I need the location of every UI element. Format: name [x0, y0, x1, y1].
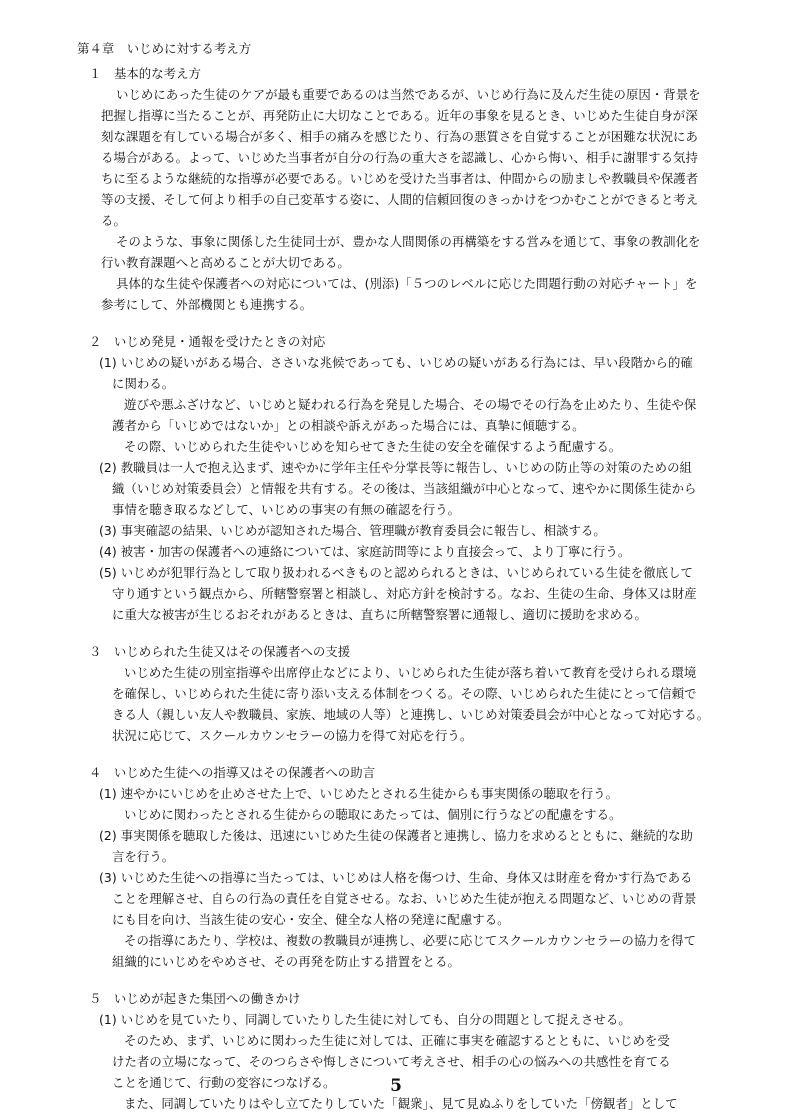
section-2-line: 守り通すという観点から、所轄警察署と相談し、対応方針を検討する。なお、生徒の生命、身体又は財産: [112, 586, 697, 601]
section-3-line: 状況に応じて、スクールカウンセラーの協力を得て対応を行う。: [112, 728, 473, 743]
section-1-line: る場合がある。よって、いじめた当事者が自分の行為の重大さを認識し、心から悔い、相手に謝罪する気持: [101, 150, 698, 165]
section-4-line: ことを理解させ、自らの行為の責任を自覚させる。なお、いじめた生徒が抱える問題など、いじめの背景: [112, 891, 697, 906]
section-2-heading: ２ いじめ発見・通報を受けたときの対応: [89, 334, 326, 349]
section-2-line: に関わる。: [112, 376, 175, 391]
section-3-heading: ３ いじめられた生徒又はその保護者への支援: [89, 644, 351, 659]
section-2-line: 織（いじめ対策委員会）と情報を共有する。その後は、当該組織が中心となって、速やかに関係生徒から: [112, 481, 697, 496]
section-2-line: (3) 事実確認の結果、いじめが認知された場合、管理職が教育委員会に報告し、相談する。: [99, 523, 606, 538]
section-1-line: 行い教育課題へと高めることが大切である。: [101, 255, 350, 270]
section-5-line: ことを通じて、行動の変容につなげる。: [112, 1075, 336, 1090]
section-1-line: そのような、事象に関係した生徒同士が、豊かな人間関係の再構築をする営みを通じて、事象の教訓化を: [116, 234, 701, 249]
section-4-line: (3) いじめた生徒への指導に当たっては、いじめは人格を傷つけ、生命、身体又は財産を脅かす行為である: [99, 870, 693, 885]
section-2-line: 遊びや悪ふざけなど、いじめと疑われる行為を発見した場合、その場でその行為を止めたり、生徒や保: [124, 397, 697, 412]
section-2-line: 護者から「いじめではないか」との相談や訴えがあった場合には、真摯に傾聴する。: [112, 418, 585, 433]
section-2-line: (4) 被害・加害の保護者への連絡については、家庭訪問等により直接会って、より丁寧に行う。: [99, 544, 631, 559]
section-1-line: 等の支援、そして何より相手の自己変革する姿に、人間的信頼回復のきっかけをつかむことができると考え: [101, 192, 699, 207]
section-2-line: (5) いじめが犯罪行為として取り扱われるべきものと認められるときは、いじめられている生徒を徹底して: [99, 565, 693, 580]
section-5-line: (1) いじめを見ていたり、同調していたりした生徒に対しても、自分の問題として捉えさせる。: [99, 1012, 631, 1027]
section-3-line: を確保し、いじめられた生徒に寄り添い支える体制をつくる。その際、いじめられた生徒にとって信頼で: [112, 686, 697, 701]
section-5-line: そのため、まず、いじめに関わった生徒に対しては、正確に事実を確認するとともに、いじめを受: [124, 1033, 670, 1048]
section-1-line: ちに至るような継続的な指導が必要である。いじめを受けた当事者は、仲間からの励ましや教職員や保護者: [101, 171, 699, 186]
section-1-line: 参考にして、外部機関とも連携する。: [101, 297, 313, 312]
section-5-line: また、同調していたりはやし立てたりしていた「観衆」、見て見ぬふりをしていた「傍観者」として: [124, 1096, 678, 1111]
section-4-line: いじめに関わったとされる生徒からの聴取にあたっては、個別に行うなどの配慮をする。: [124, 807, 622, 822]
section-4-line: その指導にあたり、学校は、複数の教職員が連携し、必要に応じてスクールカウンセラーの協力を得て: [124, 933, 697, 948]
section-1-line: 把握し指導に当たることが、再発防止に大切なことである。近年の事象を見るとき、いじめた生徒自身が深: [101, 108, 698, 123]
chapter-title: 第４章 いじめに対する考え方: [77, 41, 252, 56]
section-2-line: 事情を聴き取るなどして、いじめの事実の有無の確認を行う。: [112, 502, 461, 517]
page-number: 5: [390, 1076, 402, 1096]
section-2-line: に重大な被害が生じるおそれがあるときは、直ちに所轄警察署に通報し、適切に援助を求める。: [112, 607, 647, 622]
section-4-line: (1) 速やかにいじめを止めさせた上で、いじめたとされる生徒からも事実関係の聴取を行う。: [99, 786, 619, 801]
section-4-line: にも目を向け、当該生徒の安心・安全、健全な人格の発達に配慮する。: [112, 912, 510, 927]
section-4-heading: ４ いじめた生徒への指導又はその保護者への助言: [89, 765, 376, 780]
section-5-heading: ５ いじめが起きた集団への働きかけ: [89, 991, 301, 1006]
section-5-line: けた者の立場になって、そのつらさや悔しさについて考えさせ、相手の心の悩みへの共感性を育てる: [112, 1054, 671, 1069]
section-3-line: いじめた生徒の別室指導や出席停止などにより、いじめられた生徒が落ち着いて教育を受けられる環境: [124, 665, 697, 680]
section-4-line: 言を行う。: [112, 849, 175, 864]
section-3-line: きる人（親しい友人や教職員、家族、地域の人等）と連携し、いじめ対策委員会が中心となって対応する。: [112, 707, 710, 722]
section-2-line: その際、いじめられた生徒やいじめを知らせてきた生徒の安全を確保するよう配慮する。: [124, 439, 622, 454]
section-1-line: 具体的な生徒や保護者への対応については、(別添)「５つのレベルに応じた問題行動の対応チャート」を: [116, 276, 698, 291]
section-1-line: 刻な課題を有している場合が多く、相手の痛みを感じたり、行為の悪質さを自覚することが困難な状況にあ: [101, 129, 698, 144]
section-2-line: (2) 教職員は一人で抱え込まず、速やかに学年主任や分掌長等に報告し、いじめの防止等の対策のための組: [99, 460, 692, 475]
section-2-line: (1) いじめの疑いがある場合、ささいな兆候であっても、いじめの疑いがある行為には、早い段階から的確: [99, 355, 693, 370]
section-4-line: (2) 事実関係を聴取した後は、迅速にいじめた生徒の保護者と連携し、協力を求めるとともに、継続的な助: [99, 828, 693, 843]
section-1-line: いじめにあった生徒のケアが最も重要であるのは当然であるが、いじめ行為に及んだ生徒の原因・背景を: [116, 87, 701, 102]
section-1-heading: １ 基本的な考え方: [89, 66, 201, 81]
section-1-line: る。: [101, 213, 126, 228]
section-4-line: 組織的にいじめをやめさせ、その再発を防止する措置をとる。: [112, 954, 460, 969]
